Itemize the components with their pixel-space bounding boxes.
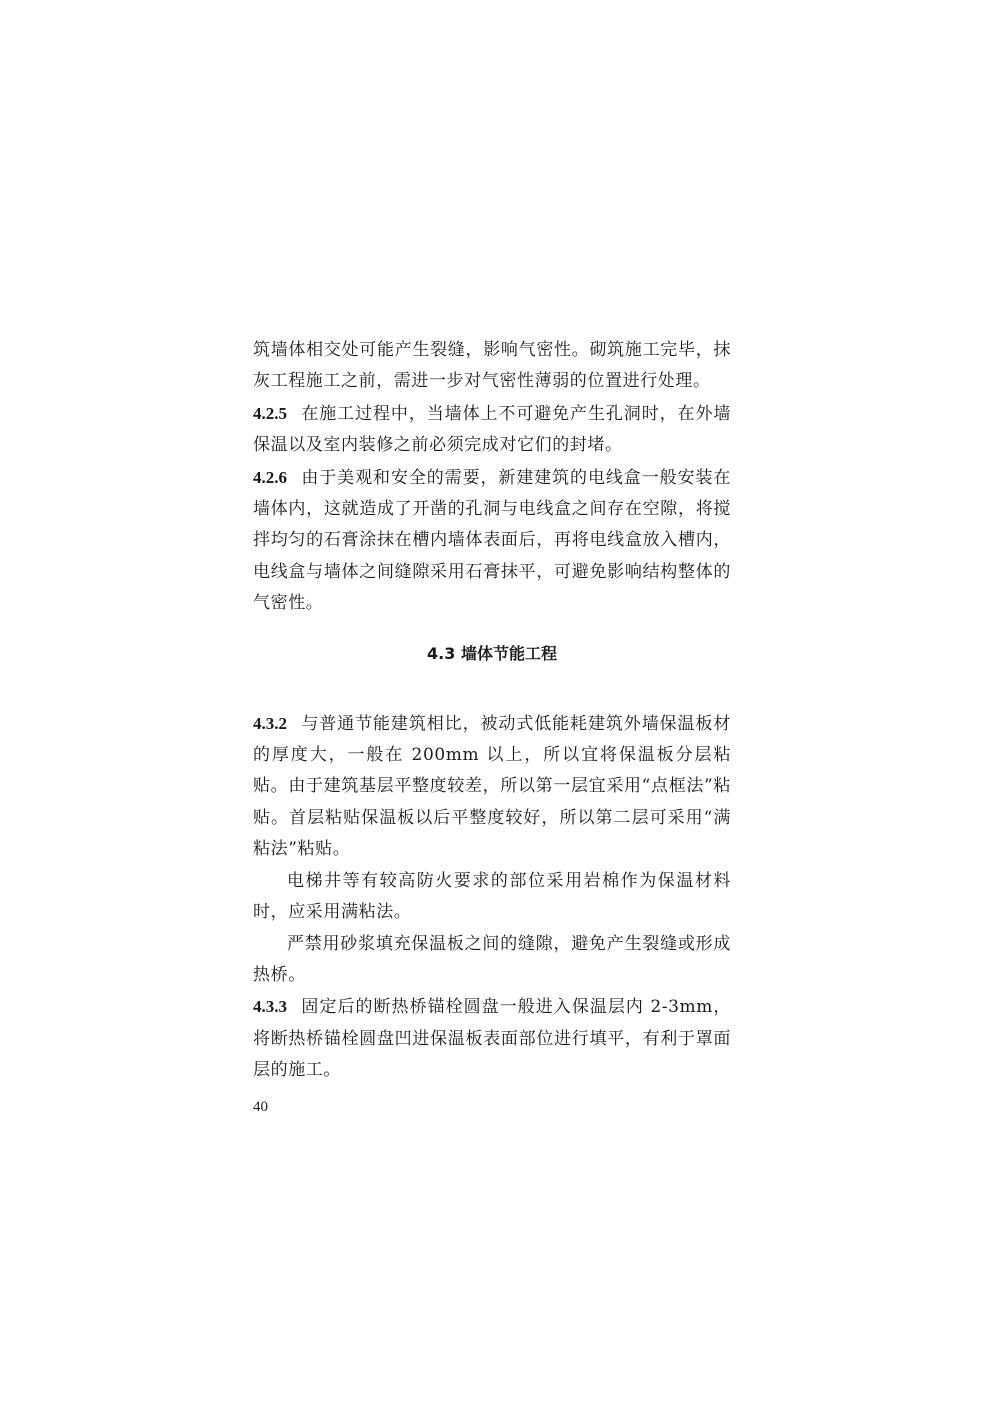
indented-paragraph: 电梯井等有较高防火要求的部位采用岩棉作为保温材料时，应采用满粘法。 xyxy=(253,870,731,923)
clause-number: 4.3.2 xyxy=(253,713,287,733)
clause-text: 由于美观和安全的需要，新建建筑的电线盒一般安装在墙体内，这就造成了开凿的孔洞与电线盒之间存在空隙，将搅拌均匀的石膏涂抹在槽内墙体表面后，再将电线盒放入槽内，电线盒与墙体之间缝隙采用石膏抹平，可避免影响结构整体的气密性。 xyxy=(253,467,731,614)
clause-4-3-3 xyxy=(253,991,731,1086)
clause-4-2-5 xyxy=(253,398,731,462)
section-title: 4.3 墙体节能工程 xyxy=(427,643,557,663)
continuation-paragraph: 筑墙体相交处可能产生裂缝，影响气密性。砌筑施工完毕，抹灰工程施工之前，需进一步对气密性薄弱的位置进行处理。 xyxy=(253,340,731,392)
page-content xyxy=(253,335,731,1117)
clause-text: 固定后的断热桥锚栓圆盘一般进入保温层内 2-3mm，将断热桥锚栓圆盘凹进保温板表面部位进行填平，有利于罩面层的施工。 xyxy=(253,997,731,1081)
page-number: 40 xyxy=(253,1098,268,1115)
clause-number: 4.2.5 xyxy=(253,403,287,423)
clause-4-2-6 xyxy=(253,462,731,620)
clause-number: 4.2.6 xyxy=(253,467,287,487)
clause-text: 与普通节能建筑相比，被动式低能耗建筑外墙保温板材的厚度大，一般在 200mm 以上，所以宜将保温板分层粘贴。由于建筑基层平整度较差，所以第一层宜采用“点框法”粘贴。首层粘贴保温板以后平整度较好，所以第二层可采用“满粘法”粘贴。 xyxy=(253,713,731,860)
clause-number: 4.3.3 xyxy=(253,997,287,1017)
clause-text: 在施工过程中，当墙体上不可避免产生孔洞时，在外墙保温以及室内装修之前必须完成对它们的封堵。 xyxy=(253,403,731,456)
indented-paragraph: 严禁用砂浆填充保温板之间的缝隙，避免产生裂缝或形成热桥。 xyxy=(253,933,731,985)
clause-4-3-2 xyxy=(253,708,731,866)
